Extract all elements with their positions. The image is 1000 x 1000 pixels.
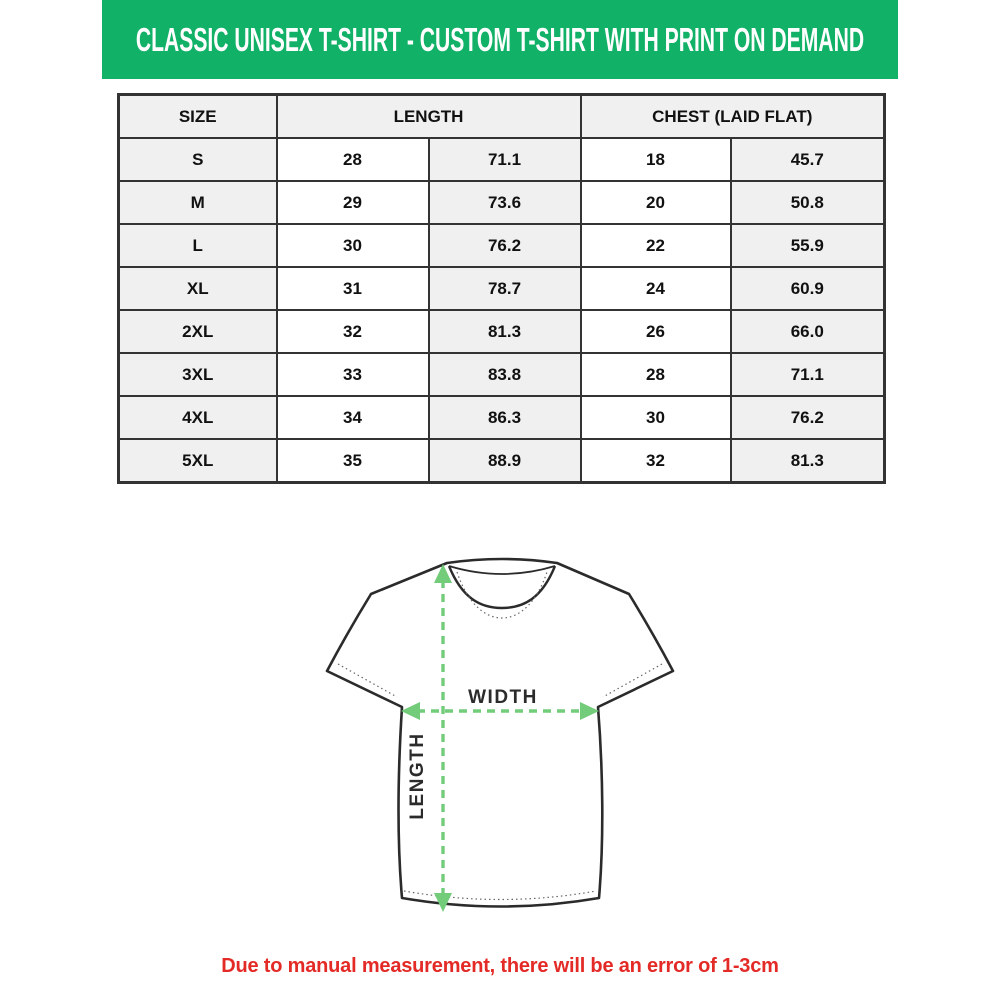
chest-inches-cell: 22 <box>581 224 731 267</box>
length-inches-cell: 29 <box>277 181 429 224</box>
table-header-row <box>119 95 885 139</box>
table-row <box>119 224 885 267</box>
chest-inches-cell: 26 <box>581 310 731 353</box>
chest-inches-cell: 20 <box>581 181 731 224</box>
chest-inches-cell: 28 <box>581 353 731 396</box>
col-header-length: LENGTH <box>277 95 581 139</box>
chest-cm-cell: 76.2 <box>731 396 885 439</box>
size-cell: 3XL <box>119 353 277 396</box>
length-inches-cell: 28 <box>277 138 429 181</box>
length-cm-cell: 71.1 <box>429 138 581 181</box>
length-inches-cell: 30 <box>277 224 429 267</box>
size-cell: S <box>119 138 277 181</box>
chest-cm-cell: 45.7 <box>731 138 885 181</box>
length-inches-cell: 33 <box>277 353 429 396</box>
length-cm-cell: 83.8 <box>429 353 581 396</box>
chest-inches-cell: 18 <box>581 138 731 181</box>
col-header-chest: CHEST (LAID FLAT) <box>581 95 885 139</box>
chest-inches-cell: 24 <box>581 267 731 310</box>
length-cm-cell: 76.2 <box>429 224 581 267</box>
length-cm-cell: 86.3 <box>429 396 581 439</box>
length-cm-cell: 88.9 <box>429 439 581 483</box>
page-title: CLASSIC UNISEX T-SHIRT - CUSTOM T-SHIRT WITH PRINT ON DEMAND <box>135 20 865 58</box>
length-inches-cell: 31 <box>277 267 429 310</box>
table-row <box>119 310 885 353</box>
table-row <box>119 181 885 224</box>
tshirt-measurement-diagram <box>300 545 700 945</box>
chest-cm-cell: 55.9 <box>731 224 885 267</box>
chest-inches-cell: 32 <box>581 439 731 483</box>
length-inches-cell: 32 <box>277 310 429 353</box>
tshirt-outline-shape <box>327 559 673 907</box>
size-cell: 4XL <box>119 396 277 439</box>
size-cell: 2XL <box>119 310 277 353</box>
chest-cm-cell: 71.1 <box>731 353 885 396</box>
col-header-size: SIZE <box>119 95 277 139</box>
chest-cm-cell: 50.8 <box>731 181 885 224</box>
size-cell: M <box>119 181 277 224</box>
chest-inches-cell: 30 <box>581 396 731 439</box>
title-banner <box>102 0 898 79</box>
chest-cm-cell: 81.3 <box>731 439 885 483</box>
length-cm-cell: 78.7 <box>429 267 581 310</box>
table-row <box>119 353 885 396</box>
chest-cm-cell: 66.0 <box>731 310 885 353</box>
table-row <box>119 396 885 439</box>
size-chart-table <box>117 93 886 484</box>
length-dimension-label: LENGTH <box>407 732 428 820</box>
chest-cm-cell: 60.9 <box>731 267 885 310</box>
table-row <box>119 439 885 483</box>
table-row <box>119 267 885 310</box>
size-cell: 5XL <box>119 439 277 483</box>
size-table-body <box>119 138 885 483</box>
length-cm-cell: 81.3 <box>429 310 581 353</box>
size-cell: XL <box>119 267 277 310</box>
length-inches-cell: 35 <box>277 439 429 483</box>
width-dimension-label: WIDTH <box>468 687 538 708</box>
measurement-note: Due to manual measurement, there will be an error of 1-3cm <box>221 955 779 977</box>
table-row <box>119 138 885 181</box>
length-cm-cell: 73.6 <box>429 181 581 224</box>
size-cell: L <box>119 224 277 267</box>
length-inches-cell: 34 <box>277 396 429 439</box>
